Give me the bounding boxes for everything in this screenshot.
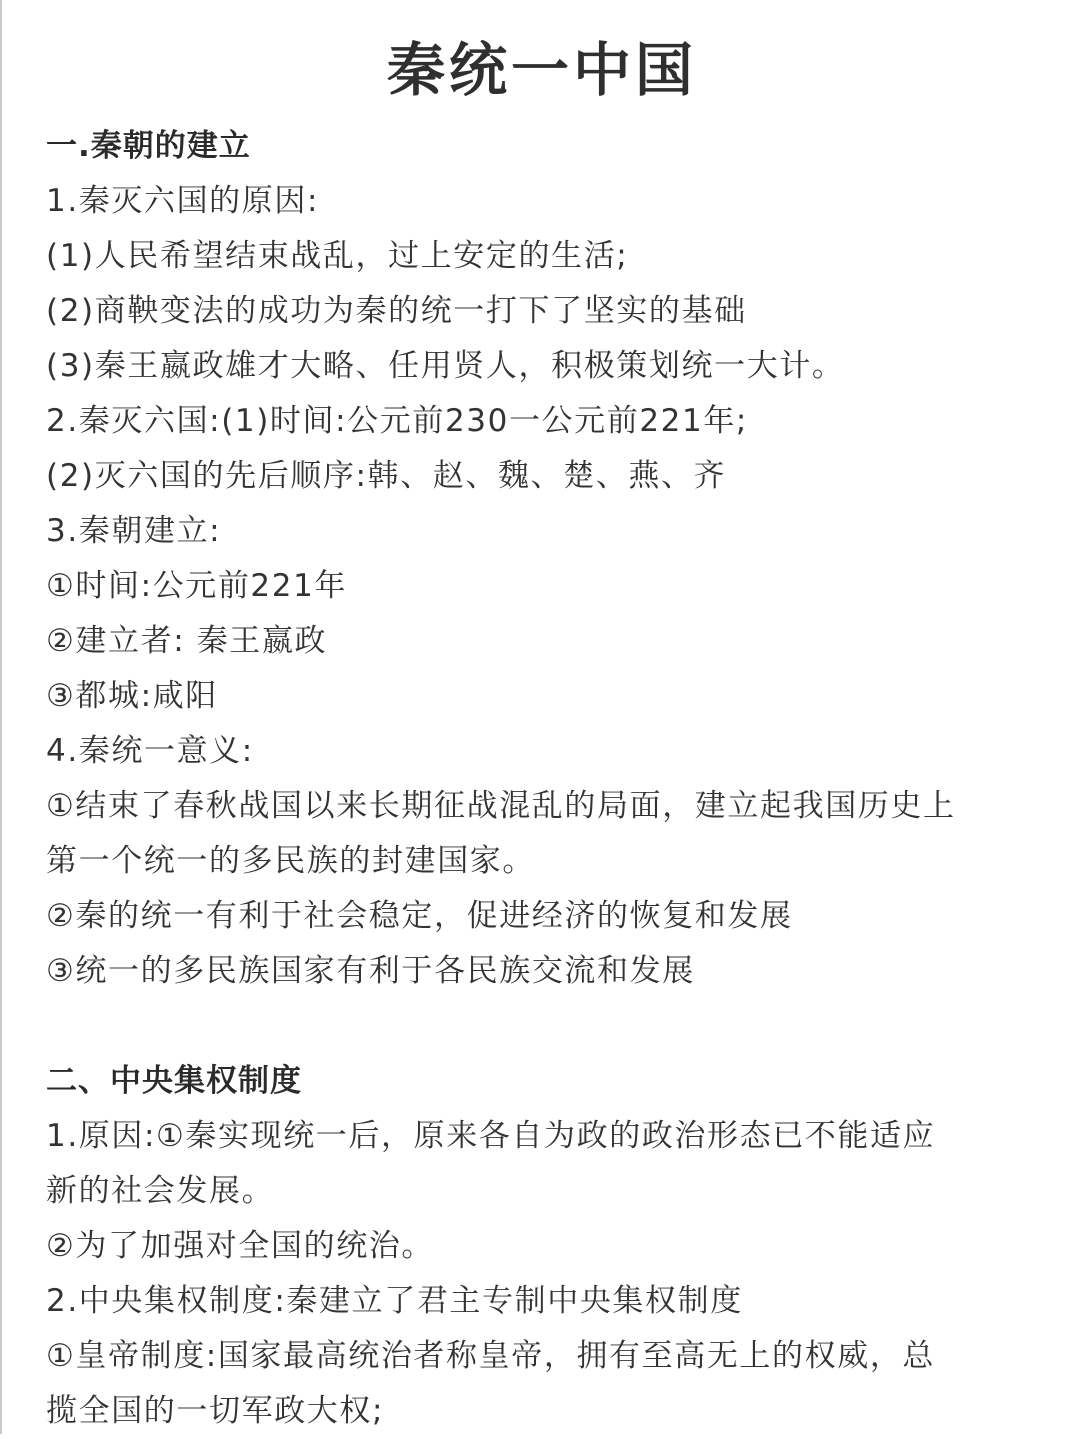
section-heading-qin-establishment: 一.秦朝的建立 <box>46 128 251 164</box>
text-line: ①皇帝制度:国家最高统治者称皇帝，拥有至高无上的权威，总 <box>46 1338 936 1374</box>
notes-content <box>46 119 1056 1439</box>
text-line: 新的社会发展。 <box>46 1173 275 1209</box>
text-line: ③统一的多民族国家有利于各民族交流和发展 <box>46 953 695 989</box>
text-line: (1)人民希望结束战乱，过上安定的生活; <box>46 238 629 274</box>
text-line: 1.秦灭六国的原因: <box>46 183 320 219</box>
section-spacer <box>46 999 1056 1054</box>
text-line: ②建立者: 秦王嬴政 <box>46 623 328 659</box>
text-line: ③都城:咸阳 <box>46 678 218 714</box>
text-line: 第一个统一的多民族的封建国家。 <box>46 843 535 879</box>
text-line: (2)商鞅变法的成功为秦的统一打下了坚实的基础 <box>46 293 747 329</box>
text-line: ②为了加强对全国的统治。 <box>46 1228 434 1264</box>
text-line: 4.秦统一意义: <box>46 733 254 769</box>
text-line: 3.秦朝建立: <box>46 513 222 549</box>
section-heading-central-system: 二、中央集权制度 <box>46 1063 302 1099</box>
page-title: 秦统一中国 <box>386 36 697 104</box>
text-line: (3)秦王嬴政雄才大略、任用贤人，积极策划统一大计。 <box>46 348 845 384</box>
text-line: ①结束了春秋战国以来长期征战混乱的局面，建立起我国历史上 <box>46 788 956 824</box>
text-line: 1.原因:①秦实现统一后，原来各自为政的政治形态已不能适应 <box>46 1118 936 1154</box>
text-line: 揽全国的一切军政大权; <box>46 1393 385 1429</box>
text-line: ①时间:公元前221年 <box>46 568 348 604</box>
text-line: ②秦的统一有利于社会稳定，促进经济的恢复和发展 <box>46 898 793 934</box>
text-line: 2.秦灭六国:(1)时间:公元前230一公元前221年; <box>46 403 748 439</box>
text-line: (2)灭六国的先后顺序:韩、赵、魏、楚、燕、齐 <box>46 458 727 494</box>
text-line: 2.中央集权制度:秦建立了君主专制中央集权制度 <box>46 1283 743 1319</box>
